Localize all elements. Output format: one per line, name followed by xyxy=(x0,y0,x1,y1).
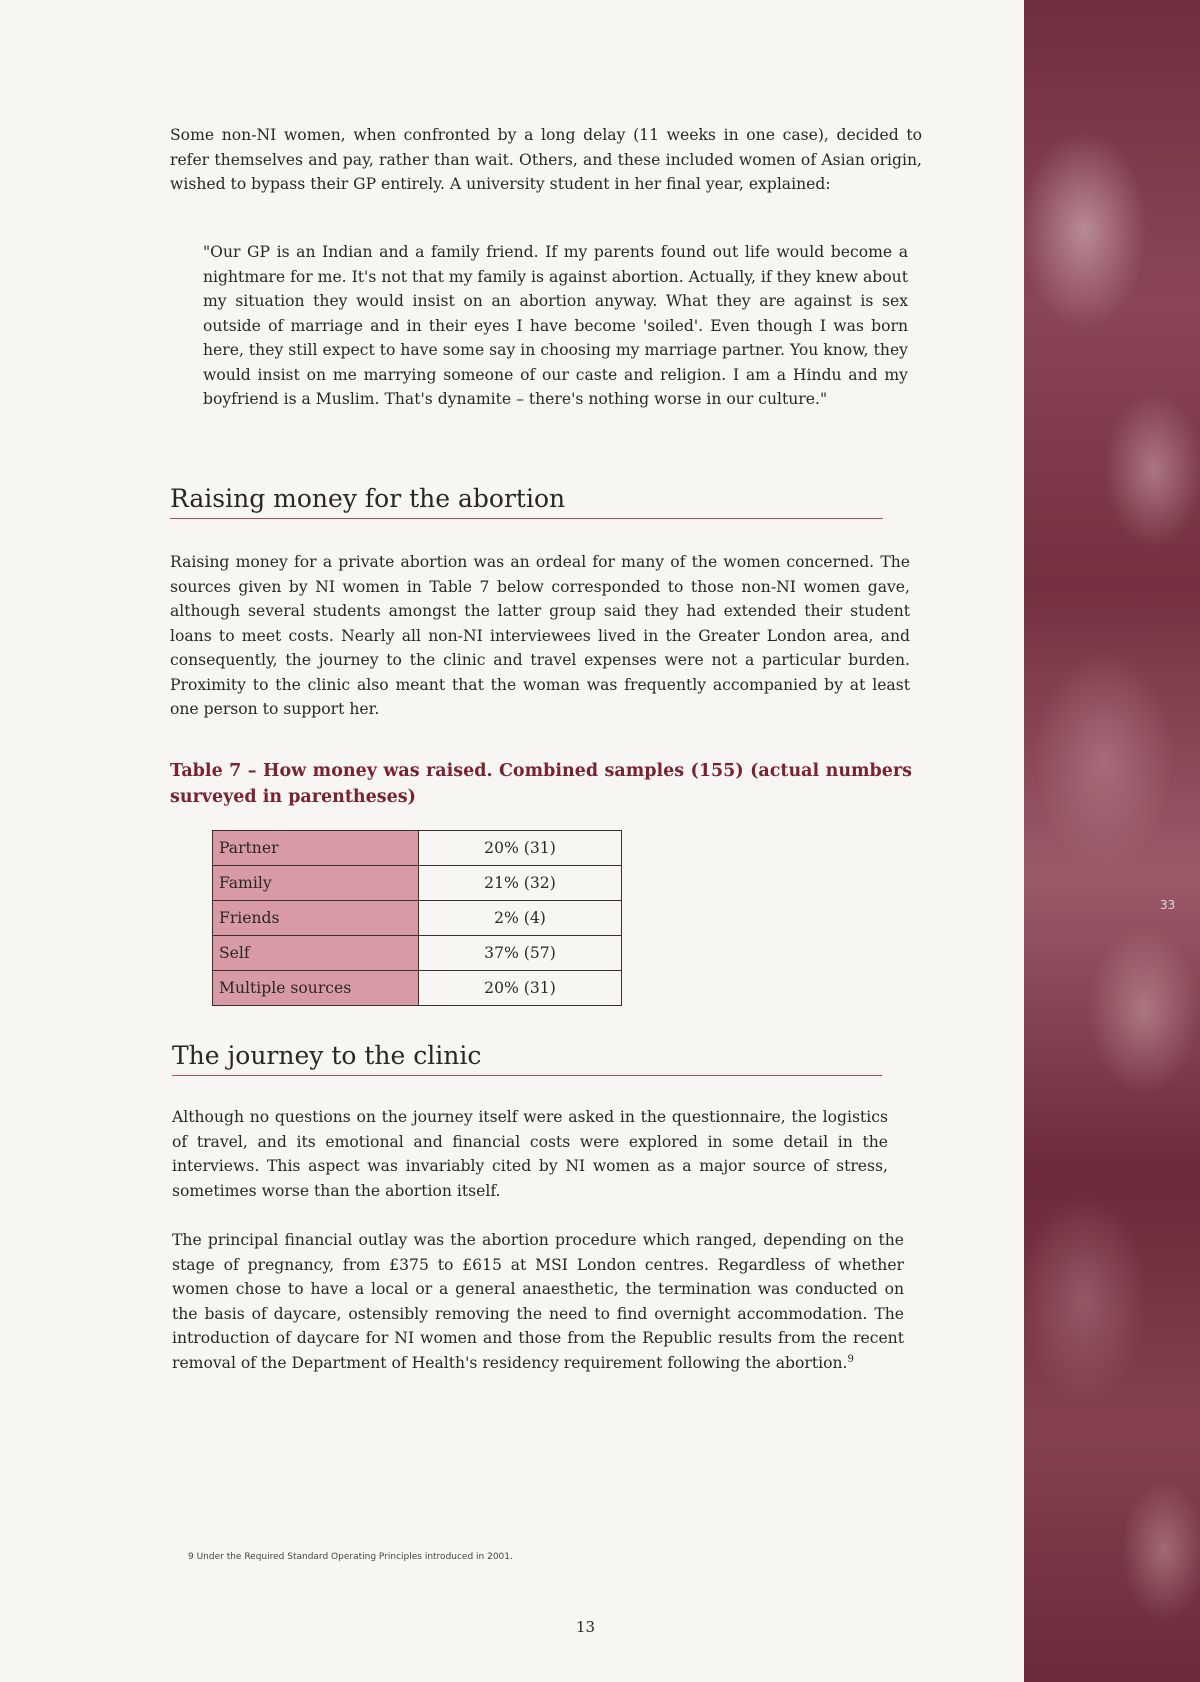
table-row xyxy=(213,866,622,901)
table-row-label: Partner xyxy=(213,831,419,866)
table-row xyxy=(213,831,622,866)
table-row xyxy=(213,901,622,936)
table-row xyxy=(213,936,622,971)
footnote: 9 Under the Required Standard Operating Principles introduced in 2001. xyxy=(188,1552,513,1562)
table-row xyxy=(213,971,622,1006)
table-row-value: 21% (32) xyxy=(419,866,622,901)
journey-paragraph-1: Although no questions on the journey itself were asked in the questionnaire, the logistics of travel, and its emotional and financial costs were explored in some detail in the interviews. This aspect was invariably cited by NI women as a major source of stress, sometimes worse than the abortion itself. xyxy=(172,1108,888,1200)
table-row-value: 37% (57) xyxy=(419,936,622,971)
table-caption: Table 7 – How money was raised. Combined samples (155) (actual numbers surveyed in parentheses) xyxy=(170,761,912,807)
intro-paragraph: Some non-NI women, when confronted by a long delay (11 weeks in one case), decided to refer themselves and pay, rather than wait. Others, and these included women of Asian origin, wished to bypass their GP entirely. A university student in her final year, explained: xyxy=(170,126,922,193)
section-heading-journey: The journey to the clinic xyxy=(172,1041,882,1076)
raising-money-paragraph: Raising money for a private abortion was an ordeal for many of the women concerned. The sources given by NI women in Table 7 below corresponded to those non-NI women gave, although several students amongst the latter group said they had extended their student loans to meet costs. Nearly all non-NI interviewees lived in the Greater London area, and consequently, the journey to the clinic and travel expenses were not a particular burden. Proximity to the clinic also meant that the woman was frequently accompanied by at least one person to support her. xyxy=(170,553,910,718)
money-sources-table xyxy=(212,830,622,1006)
journey-paragraph-2-text: The principal financial outlay was the abortion procedure which ranged, depending on the stage of pregnancy, from £375 to £615 at MSI London centres. Regardless of whether women chose to have a local or a general anaesthetic, the termination was conducted on the basis of daycare, ostensibly removing the need to find overnight accommodation. The introduction of daycare for NI women and those from the Republic results from the recent removal of the Department of Health's residency requirement following the abortion. xyxy=(172,1231,904,1372)
table-row-value: 20% (31) xyxy=(419,831,622,866)
table-row-label: Multiple sources xyxy=(213,971,419,1006)
section-heading-raising-money: Raising money for the abortion xyxy=(170,484,883,519)
table-row-label: Friends xyxy=(213,901,419,936)
table-row-value: 2% (4) xyxy=(419,901,622,936)
decorative-side-panel xyxy=(1024,0,1200,1682)
page-number: 13 xyxy=(576,1618,596,1636)
side-panel-number: 33 xyxy=(1160,898,1176,912)
student-quote: "Our GP is an Indian and a family friend. If my parents found out life would become a nightmare for me. It's not that my family is against abortion. Actually, if they knew about my situation they would insist on an abortion anyway. What they are against is sex outside of marriage and in their eyes I have become 'soiled'. Even though I was born here, they still expect to have some say in choosing my marriage partner. You know, they would insist on me marrying someone of our caste and religion. I am a Hindu and my boyfriend is a Muslim. That's dynamite – there's nothing worse in our culture." xyxy=(203,243,908,408)
table-row-label: Self xyxy=(213,936,419,971)
journey-paragraph-2 xyxy=(172,1228,904,1375)
table-row-label: Family xyxy=(213,866,419,901)
footnote-marker: 9 xyxy=(847,1353,854,1365)
table-row-value: 20% (31) xyxy=(419,971,622,1006)
